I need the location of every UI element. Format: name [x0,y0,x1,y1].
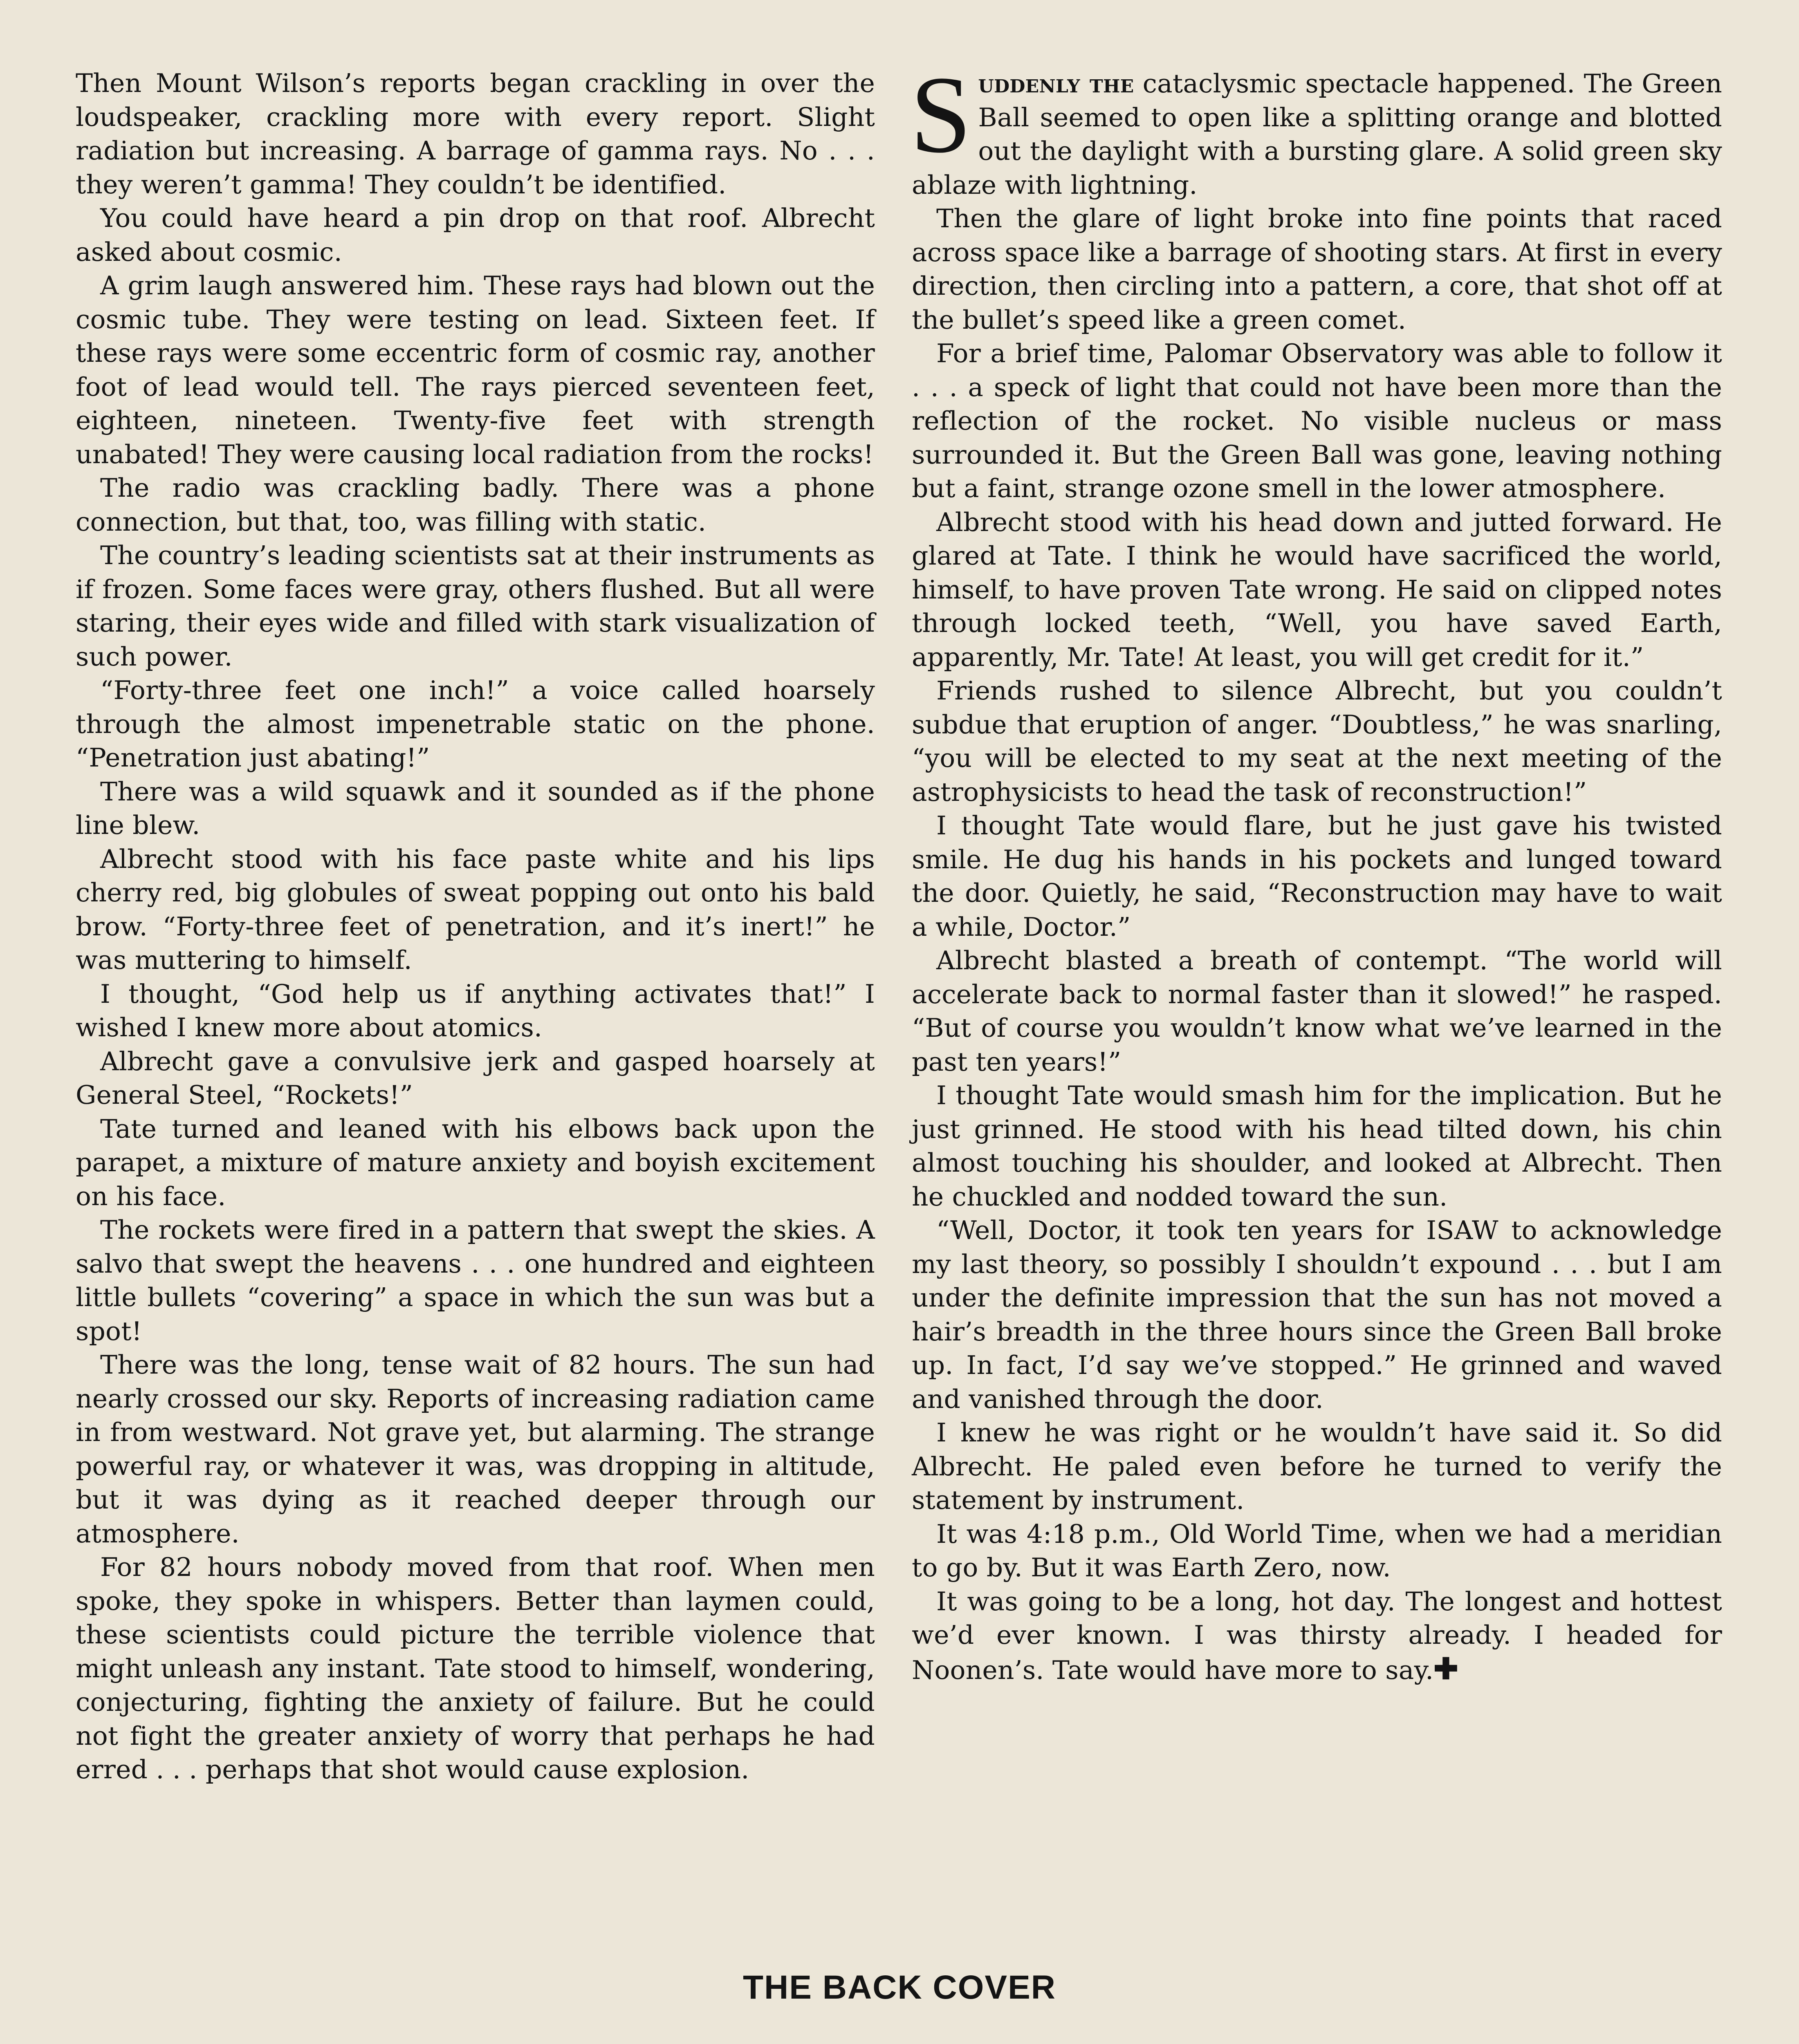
section-opening-paragraph [910,54,1722,202]
story-column-left [76,67,875,1787]
paragraph: It was 4:18 p.m., Old World Time, when we had a meridian to go by. But it was Earth Zero, now. [912,1519,1722,1582]
drop-cap: S [910,54,972,176]
paragraph: Albrecht stood with his head down and jutted forward. He glared at Tate. I think he would have sacrificed the world, himself, to have proven Tate wrong. He said on clipped notes through locked teeth, “Well, you have saved Earth, apparently, Mr. Tate! At least, you will get credit for it.” [912,507,1722,672]
paragraph: Albrecht blasted a breath of contempt. “The world will accelerate back to normal faster than it slowed!” he rasped. “But of course you wouldn’t know what we’ve learned in the past ten years!” [912,946,1722,1077]
end-mark-icon: ✚ [1433,1652,1458,1685]
paragraph: Albrecht gave a convulsive jerk and gasped hoarsely at General Steel, “Rockets!” [76,1046,875,1110]
lead-in: uddenly the [978,68,1134,99]
paragraph: I thought Tate would flare, but he just gave his twisted smile. He dug his hands in his pockets and lunged toward the door. Quietly, he said, “Reconstruction may have to wait a while, Doctor.” [912,811,1722,942]
paragraph: You could have heard a pin drop on that roof. Albrecht asked about cosmic. [76,203,875,267]
paragraph: There was the long, tense wait of 82 hours. The sun had nearly crossed our sky. Reports of increasing radiation came in from westward. Not grave yet, but alarming. The strange powerful ray, or whatever it was, was dropping in altitude, but it was dying as it reached deeper through our atmosphere. [76,1350,875,1549]
story-column-right [910,54,1722,1687]
paragraph: The radio was crackling badly. There was a phone connection, but that, too, was filling with static. [76,473,875,537]
paragraph: Friends rushed to silence Albrecht, but you couldn’t subdue that eruption of anger. “Doubtless,” he was snarling, “you will be elected to my seat at the next meeting of the astrophysicists to head the task of reconstruction!” [912,676,1722,807]
final-paragraph [912,1585,1722,1688]
paragraph: Then the glare of light broke into fine points that raced across space like a barrage of shooting stars. At first in every direction, then circling into a pattern, a core, that shot off at the bullet’s speed like a green comet. [912,204,1722,335]
paragraph: “Forty-three feet one inch!” a voice called hoarsely through the almost impenetrable static on the phone. “Penetration just abating!” [76,675,875,773]
paragraph: A grim laugh answered him. These rays had blown out the cosmic tube. They were testing on lead. Sixteen feet. If these rays were some eccentric form of cosmic ray, another foot of lead would tell. The rays pierced seventeen feet, eighteen, nineteen. Twenty-five feet with strength unabated! They were causing local radiation from the rocks! [76,271,875,469]
paragraph: There was a wild squawk and it sounded as if the phone line blew. [76,776,875,840]
paragraph: Albrecht stood with his face paste white and his lips cherry red, big globules of sweat popping out onto his bald brow. “Forty-three feet of penetration, and it’s inert!” he was muttering to himself. [76,844,875,975]
paragraph: For 82 hours nobody moved from that roof. When men spoke, they spoke in whispers. Better than laymen could, these scientists could picture the terrible violence that might unleash any instant. Tate stood to himself, wondering, conjecturing, fighting the anxiety of failure. But he could not fight the greater anxiety of worry that perhaps he had erred . . . perhaps that shot would cause explosion. [76,1552,875,1784]
section-heading: THE BACK COVER [742,1969,1057,2006]
paragraph: I knew he was right or he wouldn’t have said it. So did Albrecht. He paled even before he turned to verify the statement by instrument. [912,1418,1722,1515]
paragraph: For a brief time, Palomar Observatory was able to follow it . . . a speck of light that could not have been more than the reflection of the rocket. No visible nucleus or mass surrounded it. But the Green Ball was gone, leaving nothing but a faint, strange ozone smell in the lower atmosphere. [912,338,1722,503]
paragraph: I thought, “God help us if anything activates that!” I wished I knew more about atomics. [76,979,875,1042]
paragraph: Then Mount Wilson’s reports began crackling in over the loudspeaker, crackling more with every report. Slight radiation but increasing. A barrage of gamma rays. No . . . they weren’t gamma! They couldn’t be identified. [76,68,875,199]
paragraph: The rockets were fired in a pattern that swept the skies. A salvo that swept the heavens . . . one hundred and eighteen little bullets “covering” a space in which the sun was but a spot! [76,1215,875,1346]
paragraph-text: It was going to be a long, hot day. The longest and hottest we’d ever known. I was thirsty already. I headed for Noonen’s. Tate would have more to say. [912,1586,1722,1685]
paragraph: The country’s leading scientists sat at their instruments as if frozen. Some faces were gray, others flushed. But all were staring, their eyes wide and filled with stark visualization of such power. [76,540,875,672]
paragraph: Tate turned and leaned with his elbows back upon the parapet, a mixture of mature anxiety and boyish excitement on his face. [76,1114,875,1211]
paragraph: I thought Tate would smash him for the implication. But he just grinned. He stood with his head tilted down, his chin almost touching his shoulder, and looked at Albrecht. Then he chuckled and nodded toward the sun. [912,1080,1722,1212]
paragraph: “Well, Doctor, it took ten years for ISAW to acknowledge my last theory, so possibly I shouldn’t expound . . . but I am under the definite impression that the sun has not moved a hair’s breadth in the three hours since the Green Ball broke up. In fact, I’d say we’ve stopped.” He grinned and waved and vanished through the door. [912,1215,1722,1414]
paragraph-text: cataclysmic spectacle happened. The Green Ball seemed to open like a splitting orange and blotted out the daylight with a bursting glare. A solid green sky ablaze with lightning. [912,69,1722,200]
